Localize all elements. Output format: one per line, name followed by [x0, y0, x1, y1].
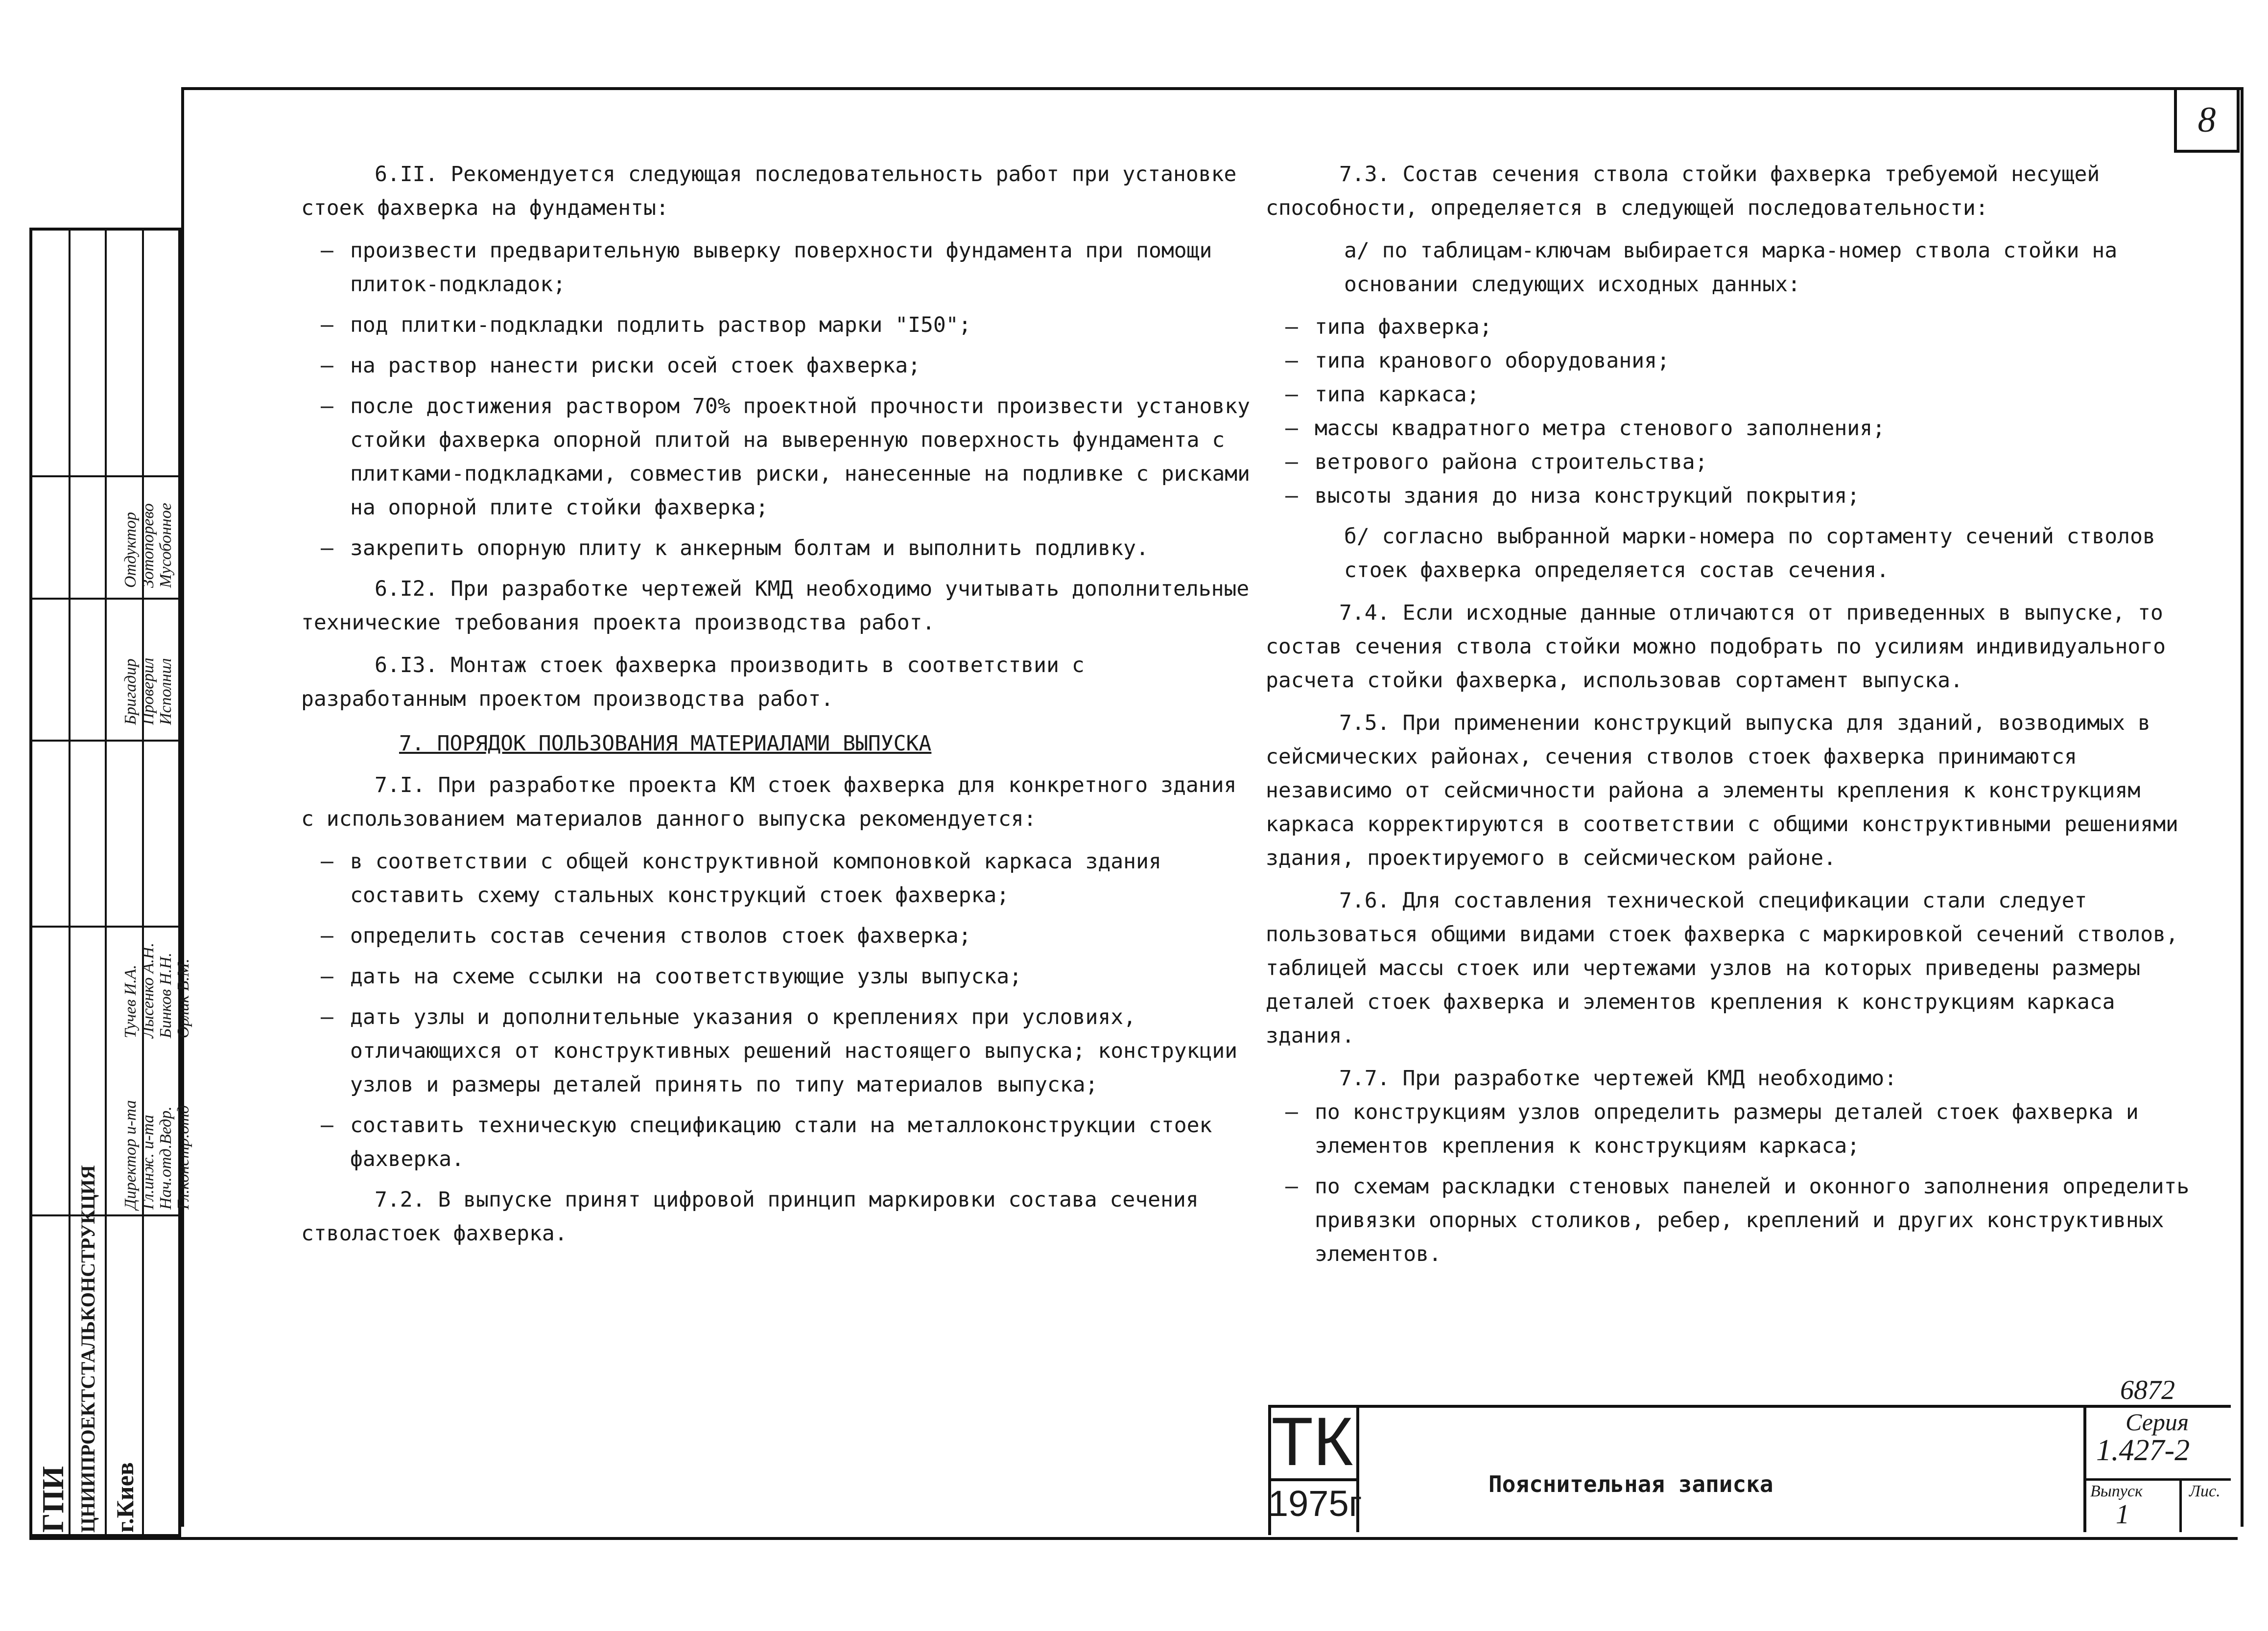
left-column: [301, 158, 1251, 1259]
year: 1975г: [1268, 1483, 1362, 1524]
list-item: – массы квадратного метра стенового заполнения;: [1285, 416, 1885, 441]
stamp-role: Зотопорево: [139, 503, 157, 588]
list-item: – ветрового района строительства;: [1285, 450, 1708, 474]
paragraph-7-6: 7.6. Для составления технической спецификации стали следует пользоваться общими видами стоек фахверка с маркировкой сечений стволов, таблицей массы стоек или чертежами узлов на которых приведены размеры деталей стоек фахверка и элементов крепления к конструкциям каркаса здания.: [1266, 888, 2178, 1048]
paragraph-7-3: 7.3. Состав сечения ствола стойки фахверка требуемой несущей способности, определяется в следующей последовательности:: [1266, 162, 2100, 220]
stamp-name: Орлик В.М.: [174, 958, 192, 1038]
list-item: – типа каркаса;: [1285, 382, 1480, 407]
paragraph-6-13: 6.I3. Монтаж стоек фахверка производить в соответствии с разработанным проектом производства работ.: [301, 653, 1085, 711]
right-column: [1266, 158, 2196, 1278]
list-item: – составить техническую спецификацию стали на металлоконструкции стоек фахверка.: [321, 1113, 1212, 1171]
bottom-border: [29, 1537, 2238, 1540]
sheet-number: 8: [2174, 87, 2240, 153]
org-abbr: ГПИ: [37, 1466, 70, 1533]
list-item: – высоты здания до низа конструкций покрытия;: [1285, 484, 1860, 508]
list-item: – по схемам раскладки стеновых панелей и оконного заполнения определить привязки опорных столиков, ребер, креплений и других конструктивных элементов.: [1285, 1174, 2190, 1266]
list-item: – закрепить опорную плиту к анкерным болтам и выполнить подливку.: [321, 536, 1149, 560]
list-item: – под плитки-подкладки подлить раствор марки "I50";: [321, 313, 971, 337]
list-item: – дать на схеме ссылки на соответствующие узлы выпуска;: [321, 964, 1022, 989]
list-item: – дать узлы и дополнительные указания о креплениях при условиях, отличающихся от конструктивных решений настоящего выпуска; конструкции узлов и размеры деталей принять по типу материалов выпуска;: [321, 1005, 1238, 1097]
stamp-name: Тучев И.А.: [121, 964, 140, 1038]
stamp-role: Мусобонное: [157, 503, 175, 588]
issue-label: Выпуск: [2090, 1482, 2143, 1500]
list-item: – в соответствии с общей конструктивной компоновкой каркаса здания составить схему стальных конструкций стоек фахверка;: [321, 849, 1161, 908]
paragraph-7-7: 7.7. При разработке чертежей КМД необходимо:: [1339, 1066, 1897, 1091]
series-value: 1.427-2: [2096, 1434, 2190, 1467]
stamp-role: Отдуктор: [121, 512, 140, 588]
approval-stamp: [29, 228, 192, 1537]
list-item: – определить состав сечения стволов стоек фахверка;: [321, 924, 971, 948]
stamp-role: Директор и-та: [121, 1100, 140, 1210]
paragraph-6-12: 6.I2. При разработке чертежей КМД необходимо учитывать дополнительные технические требования проекта производства работ.: [301, 577, 1250, 635]
stamp-role: Нач.отд.Ведр.: [157, 1106, 175, 1210]
list-item: – произвести предварительную выверку поверхности фундамента при помощи плиток-подкладок;: [321, 238, 1212, 297]
stamp-name: Бинков Н.Н.: [157, 953, 175, 1038]
stamp-role: Гл.инж. и-та: [139, 1115, 157, 1210]
stamp-role: Проверил: [139, 657, 157, 725]
stamp-role: Исполнил: [157, 658, 175, 725]
paragraph-7-1: 7.I. При разработке проекта КМ стоек фахверка для конкретного здания с использованием материалов данного выпуска рекомендуется:: [301, 773, 1237, 831]
section-heading: 7. ПОРЯДОК ПОЛЬЗОВАНИЯ МАТЕРИАЛАМИ ВЫПУСКА: [399, 731, 932, 756]
paragraph-7-4: 7.4. Если исходные данные отличаются от приведенных в выпуске, то состав сечения ствола стойки можно подобрать по усилиям индивидуального расчета стойки фахверка, использовав сортамент выпуска.: [1266, 601, 2166, 693]
stamp-role: Гл.констр.отд: [174, 1105, 192, 1210]
paragraph-7-2: 7.2. В выпуске принят цифровой принцип маркировки состава сечения стволастоек фахверка.: [301, 1188, 1199, 1246]
inventory-number: 6872: [2120, 1375, 2175, 1405]
paragraph-7-5: 7.5. При применении конструкций выпуска для зданий, возводимых в сейсмических районах, сечения стволов стоек фахверка принимаются независимо от сейсмичности района а элементы крепления к конструкциям каркаса корректируются в соответствии с общими конструктивными решениями здания, проектируемого в сейсмическом районе.: [1266, 711, 2178, 870]
paragraph-7-3-b: б/ согласно выбранной марки-номера по сортаменту сечений стволов стоек фахверка определяется состав сечения.: [1344, 524, 2155, 582]
tk-logo: ТК: [1268, 1405, 1356, 1481]
list-item: – после достижения раствором 70% проектной прочности произвести установку стойки фахверка опорной плитой на выверенную поверхность фундамента с плитками-подкладками, совместив риски, нанесенные на подливке с рисками на опорной плите стойки фахверка;: [321, 394, 1251, 520]
title-block-series-cell: [2083, 1405, 2231, 1532]
paragraph-6-11: 6.II. Рекомендуется следующая последовательность работ при установке стоек фахверка на фундаменты:: [301, 162, 1237, 220]
org-name: ЦНИИПРОЕКТСТАЛЬКОНСТРУКЦИЯ: [77, 1165, 99, 1533]
title-block-logo-cell: [1268, 1403, 1362, 1532]
document-title: Пояснительная записка: [1488, 1471, 1773, 1497]
list-item: – на раствор нанести риски осей стоек фахверка;: [321, 353, 921, 378]
stamp-name: Лысенко А.Н.: [139, 942, 157, 1038]
org-city: г.Киев: [111, 1462, 139, 1533]
paragraph-7-3-a: а/ по таблицам-ключам выбирается марка-номер ствола стойки на основании следующих исходных данных:: [1344, 238, 2118, 297]
stamp-role: Бригадир: [121, 658, 140, 725]
issue-value: 1: [2116, 1499, 2129, 1530]
list-item: – по конструкциям узлов определить размеры деталей стоек фахверка и элементов крепления к конструкциям каркаса;: [1285, 1100, 2139, 1158]
sheet-label: Лис.: [2189, 1482, 2221, 1500]
series-label: Серия: [2126, 1408, 2189, 1436]
list-item: – типа кранового оборудования;: [1285, 349, 1670, 373]
list-item: – типа фахверка;: [1285, 315, 1492, 339]
